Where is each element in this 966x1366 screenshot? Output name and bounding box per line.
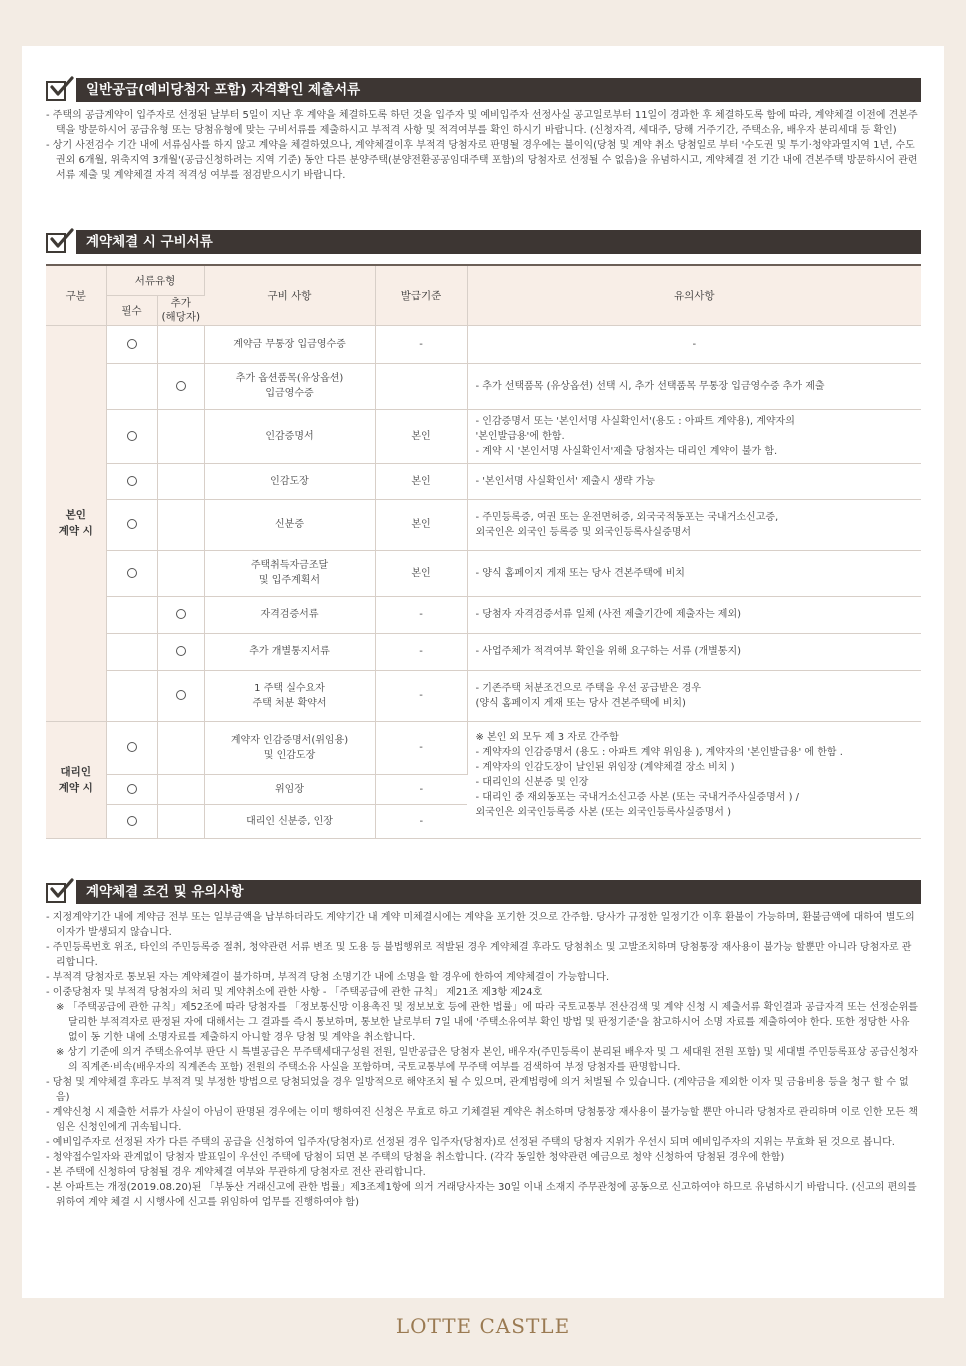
circle-mark-icon bbox=[176, 609, 186, 619]
notes-cell: - bbox=[467, 325, 921, 363]
issue-basis: 본인 bbox=[375, 550, 467, 596]
table-row bbox=[46, 363, 921, 409]
issue-basis: - bbox=[375, 721, 467, 774]
table-row bbox=[46, 633, 921, 670]
notes-cell: - 인감증명서 또는 '본인서명 사실확인서'(용도 : 아파트 계약용), 계약자의 '본인발급용'에 한함. - 계약 시 '본인서명 사실확인서'제출 당첨자는 대리인 계약이 불가 함. bbox=[467, 409, 921, 463]
document-item: 1 주택 실수요자 주택 처분 확약서 bbox=[204, 670, 375, 721]
bullet-item: - 본 아파트는 개정(2019.08.20)된 「부동산 거래신고에 관한 법률」제3조제1항에 의거 거래당사자는 30일 이내 소재지 주무관청에 공동으로 신고하여야 하므로 유념하시기 바랍니다. (신고의 편의를 위하여 계약 체결 시 시행사에 신고를 위임하여 업무를 진행하여야 함) bbox=[46, 1182, 917, 1208]
bullet-item: - 상기 사전검수 기간 내에 서류심사를 하지 않고 계약을 체결하였으나, 계약체결이후 부적격 당첨자로 판명될 경우에는 불이익(당첨 및 계약 취소 당첨일로 부터 '수도권 및 투기·청약과열지역 1년, 수도 권외 6개월, 위축지역 3개월'(공급신청하려는 지역 기준) 동안 다른 분양주택(분양전환공공임대주택 포함)의 당첨자로 선정될 수 없음)을 유념하시고, 계약체결 전 기간 내에 견본주택 방문하시어 관련 서류 제출 및 계약체결 자격 적격성 여부를 점검받으시기 바랍니다. bbox=[46, 140, 918, 181]
issue-basis: - bbox=[375, 774, 467, 804]
header-additional: 추가 (해당자) bbox=[157, 295, 204, 325]
circle-mark-icon bbox=[176, 381, 186, 391]
additional-cell bbox=[157, 499, 204, 550]
notes-cell: - 당첨자 자격검증서류 일체 (사전 제출기간에 제출자는 제외) bbox=[467, 596, 921, 633]
additional-cell bbox=[157, 363, 204, 409]
additional-cell bbox=[157, 596, 204, 633]
additional-cell bbox=[157, 670, 204, 721]
note-item: ※ 상기 기준에 의거 주택소유여부 판단 시 특별공급은 무주택세대구성원 전원, 일반공급은 당첨자 본인, 배우자(주민등록이 분리된 배우자 및 그 세대원 전원 포함) 및 세대별 주민등록표상 공급신청자의 직계존·비속(배우자의 직계존속 포함) 전원의 주택소유 사실을 포함하며, 국토교통부에 무주택 여부를 검색하여 부정 당첨자를 판명합니다. bbox=[56, 1047, 918, 1073]
additional-cell bbox=[157, 633, 204, 670]
document-item: 추가 개별통지서류 bbox=[204, 633, 375, 670]
circle-mark-icon bbox=[127, 742, 137, 752]
additional-cell bbox=[157, 550, 204, 596]
document-item: 대리인 신분증, 인장 bbox=[204, 804, 375, 838]
note-item: ※ 「주택공급에 관한 규칙」제52조에 따라 당첨자를 「정보통신망 이용촉진 및 정보보호 등에 관한 법률」에 따라 국토교통부 전산검색 및 계약 신청 시 제출서류 확인결과 공급자격 또는 선정순위를 달리한 부적격자로 판정된 자에 대해서는 그 결과를 즉시 통보하며, 통보한 날로부터 7일 내에 '주택소유여부 확인 방법 및 판정기준'을 참고하시어 소명 자료를 제출하여야 한다. 또한 정당한 사유 없이 동 기한 내에 소명자료를 제출하지 아니할 경우 당첨 및 계약을 취소합니다. bbox=[56, 1002, 918, 1043]
required-cell bbox=[106, 363, 157, 409]
circle-mark-icon bbox=[127, 476, 137, 486]
required-cell bbox=[106, 596, 157, 633]
bullet-item: - 이중당첨자 및 부적격 당첨자의 처리 및 계약취소에 관한 사항 - 「주택공급에 관한 규칙」 제21조 제3항 제24호 bbox=[46, 987, 543, 998]
issue-basis bbox=[375, 363, 467, 409]
additional-cell bbox=[157, 409, 204, 463]
bullet-item: - 계약신청 시 제출한 서류가 사실이 아님이 판명된 경우에는 이미 행하여진 신청은 무효로 하고 기체결된 계약은 취소하며 당첨통장 재사용이 불가능할 뿐만 아니라 당첨자로 관리하며 이로 인한 모든 책임은 신청인에게 귀속됩니다. bbox=[46, 1107, 918, 1133]
circle-mark-icon bbox=[176, 646, 186, 656]
additional-cell bbox=[157, 721, 204, 774]
circle-mark-icon bbox=[127, 816, 137, 826]
section-header bbox=[46, 230, 921, 254]
category-label: 대리인 계약 시 bbox=[46, 721, 106, 838]
required-cell bbox=[106, 550, 157, 596]
bullet-list bbox=[46, 108, 921, 183]
circle-mark-icon bbox=[127, 431, 137, 441]
document-item: 인감증명서 bbox=[204, 409, 375, 463]
section-header bbox=[46, 78, 921, 102]
required-cell bbox=[106, 463, 157, 499]
bullet-item: - 주택의 공급계약이 입주자로 선정된 날부터 5일이 지난 후 계약을 체결하도록 하던 것을 입주자 및 예비입주자 선정사실 공고일로부터 11일이 경과한 후 체결하도록 함에 따라, 계약체결 이전에 견본주택을 방문하시어 공급유형 또는 당첨유형에 맞는 구비서류를 제출하시고 부적격 사항 및 적격여부를 확인 하시기 바랍니다. (신청자격, 세대주, 당해 거주기간, 주택소유, 배우자 분리세대 등 확인) bbox=[46, 110, 918, 136]
section-title: 계약체결 조건 및 유의사항 bbox=[76, 880, 921, 904]
document-item: 신분증 bbox=[204, 499, 375, 550]
table-row bbox=[46, 325, 921, 363]
circle-mark-icon bbox=[127, 784, 137, 794]
required-cell bbox=[106, 409, 157, 463]
required-cell bbox=[106, 325, 157, 363]
section-title: 계약체결 시 구비서류 bbox=[76, 230, 921, 254]
section-contract-docs bbox=[46, 230, 921, 254]
document-item: 위임장 bbox=[204, 774, 375, 804]
notes-cell: - 사업주체가 적격여부 확인을 위해 요구하는 서류 (개별통지) bbox=[467, 633, 921, 670]
issue-basis: - bbox=[375, 325, 467, 363]
circle-mark-icon bbox=[127, 568, 137, 578]
notes-cell: ※ 본인 외 모두 제 3 자로 간주함 - 계약자의 인감증명서 (용도 : 아파트 계약 위임용 ), 계약자의 '본인발급용' 에 한함 . - 계약자의 인감도장이 날인된 위임장 (계약체결 장소 비치 ) - 대리인의 신분증 및 인장 - 대리인 중 재외동포는 국내거소신고증 사본 (또는 국내거주사실증명서 ) / 외국인은 외국인등록증 사본 (또는 외국인등록사실증명서 ) bbox=[467, 721, 921, 838]
bullet-list bbox=[46, 910, 921, 1210]
additional-cell bbox=[157, 463, 204, 499]
issue-basis: 본인 bbox=[375, 463, 467, 499]
required-cell bbox=[106, 721, 157, 774]
bullet-item: - 당첨 및 계약체결 후라도 부적격 및 부정한 방법으로 당첨되었을 경우 일방적으로 해약조치 될 수 있으며, 관계법령에 의거 처벌될 수 있습니다. (계약금을 제외한 이자 및 금융비용 등을 청구 할 수 없음) bbox=[46, 1077, 909, 1103]
document-item: 계약금 무통장 입금영수증 bbox=[204, 325, 375, 363]
additional-cell bbox=[157, 325, 204, 363]
bullet-item: - 예비입주자로 선정된 자가 다른 주택의 공급을 신청하여 입주자(당첨자)로 선정된 경우 입주자(당첨자)로 선정된 주택의 당첨자 지위가 우선시 되며 예비입주자의 지위는 무효화 된 것으로 봅니다. bbox=[46, 1137, 895, 1148]
section-title: 일반공급(예비당첨자 포함) 자격확인 제출서류 bbox=[76, 78, 921, 102]
circle-mark-icon bbox=[127, 339, 137, 349]
additional-cell bbox=[157, 804, 204, 838]
required-cell bbox=[106, 499, 157, 550]
header-issue: 발급기준 bbox=[375, 265, 467, 325]
table-row bbox=[46, 721, 921, 774]
table-row bbox=[46, 670, 921, 721]
section-header bbox=[46, 880, 921, 904]
brand-logo: LOTTE CASTLE bbox=[395, 1314, 571, 1338]
table-row bbox=[46, 596, 921, 633]
circle-mark-icon bbox=[176, 690, 186, 700]
required-cell bbox=[106, 633, 157, 670]
category-label: 본인 계약 시 bbox=[46, 325, 106, 721]
document-item: 인감도장 bbox=[204, 463, 375, 499]
issue-basis: - bbox=[375, 633, 467, 670]
additional-cell bbox=[157, 774, 204, 804]
notes-cell: - 양식 홈페이지 게재 또는 당사 견본주택에 비치 bbox=[467, 550, 921, 596]
checkbox-icon bbox=[46, 230, 74, 254]
header-items: 구비 사항 bbox=[204, 265, 375, 325]
header-required: 필수 bbox=[106, 295, 157, 325]
notes-cell: - 기존주택 처분조건으로 주택을 우선 공급받은 경우 (양식 홈페이지 게재 또는 당사 견본주택에 비치) bbox=[467, 670, 921, 721]
table-row bbox=[46, 499, 921, 550]
bullet-item: - 부적격 당첨자로 통보된 자는 계약체결이 불가하며, 부적격 당첨 소명기간 내에 소명을 할 경우에 한하여 계약체결이 가능합니다. bbox=[46, 972, 610, 983]
bullet-item: - 청약접수일자와 관계없이 당첨자 발표일이 우선인 주택에 당첨이 되면 본 주택의 당첨을 취소합니다. (각각 동일한 청약관련 예금으로 청약 신청하여 당첨된 경우에 한함) bbox=[46, 1152, 785, 1163]
required-cell bbox=[106, 670, 157, 721]
circle-mark-icon bbox=[127, 519, 137, 529]
required-cell bbox=[106, 774, 157, 804]
issue-basis: - bbox=[375, 670, 467, 721]
table-row bbox=[46, 409, 921, 463]
section-conditions bbox=[46, 880, 921, 1210]
document-item: 계약자 인감증명서(위임용) 및 인감도장 bbox=[204, 721, 375, 774]
required-cell bbox=[106, 804, 157, 838]
table-row bbox=[46, 550, 921, 596]
issue-basis: - bbox=[375, 596, 467, 633]
document-page bbox=[22, 46, 944, 1298]
issue-basis: 본인 bbox=[375, 499, 467, 550]
document-item: 자격검증서류 bbox=[204, 596, 375, 633]
table-row bbox=[46, 463, 921, 499]
documents-table bbox=[46, 264, 921, 839]
notes-cell: - 추가 선택품목 (유상옵션) 선택 시, 추가 선택품목 무통장 입금영수증 추가 제출 bbox=[467, 363, 921, 409]
issue-basis: 본인 bbox=[375, 409, 467, 463]
document-item: 추가 옵션품목(유상옵션) 입금영수증 bbox=[204, 363, 375, 409]
bullet-item: - 주민등록번호 위조, 타인의 주민등록증 절취, 청약관련 서류 변조 및 도용 등 불법행위로 적발된 경우 계약체결 후라도 당첨취소 및 고발조치하며 당첨통장 재사용이 불가능 할뿐만 아니라 당첨자로 관리합니다. bbox=[46, 942, 912, 968]
header-category: 구분 bbox=[46, 265, 106, 325]
header-doc-type: 서류유형 bbox=[106, 265, 204, 295]
checkbox-icon bbox=[46, 78, 74, 102]
header-notes: 유의사항 bbox=[467, 265, 921, 325]
bullet-item: - 지정계약기간 내에 계약금 전부 또는 일부금액을 납부하더라도 계약기간 내 계약 미체결시에는 계약을 포기한 것으로 간주함. 당사가 규정한 일정기간 이후 환불이 가능하며, 환불금액에 대하여 별도의 이자가 발생되지 않습니다. bbox=[46, 912, 915, 938]
checkbox-icon bbox=[46, 880, 74, 904]
bullet-item: - 본 주택에 신청하여 당첨될 경우 계약체결 여부와 무관하게 당첨자로 전산 관리합니다. bbox=[46, 1167, 426, 1178]
issue-basis: - bbox=[375, 804, 467, 838]
notes-cell: - '본인서명 사실확인서' 제출시 생략 가능 bbox=[467, 463, 921, 499]
section-qualification-docs bbox=[46, 78, 921, 183]
document-item: 주택취득자금조달 및 입주계획서 bbox=[204, 550, 375, 596]
notes-cell: - 주민등록증, 여권 또는 운전면허증, 외국국적동포는 국내거소신고증, 외국인은 외국인 등록증 및 외국인등록사실증명서 bbox=[467, 499, 921, 550]
